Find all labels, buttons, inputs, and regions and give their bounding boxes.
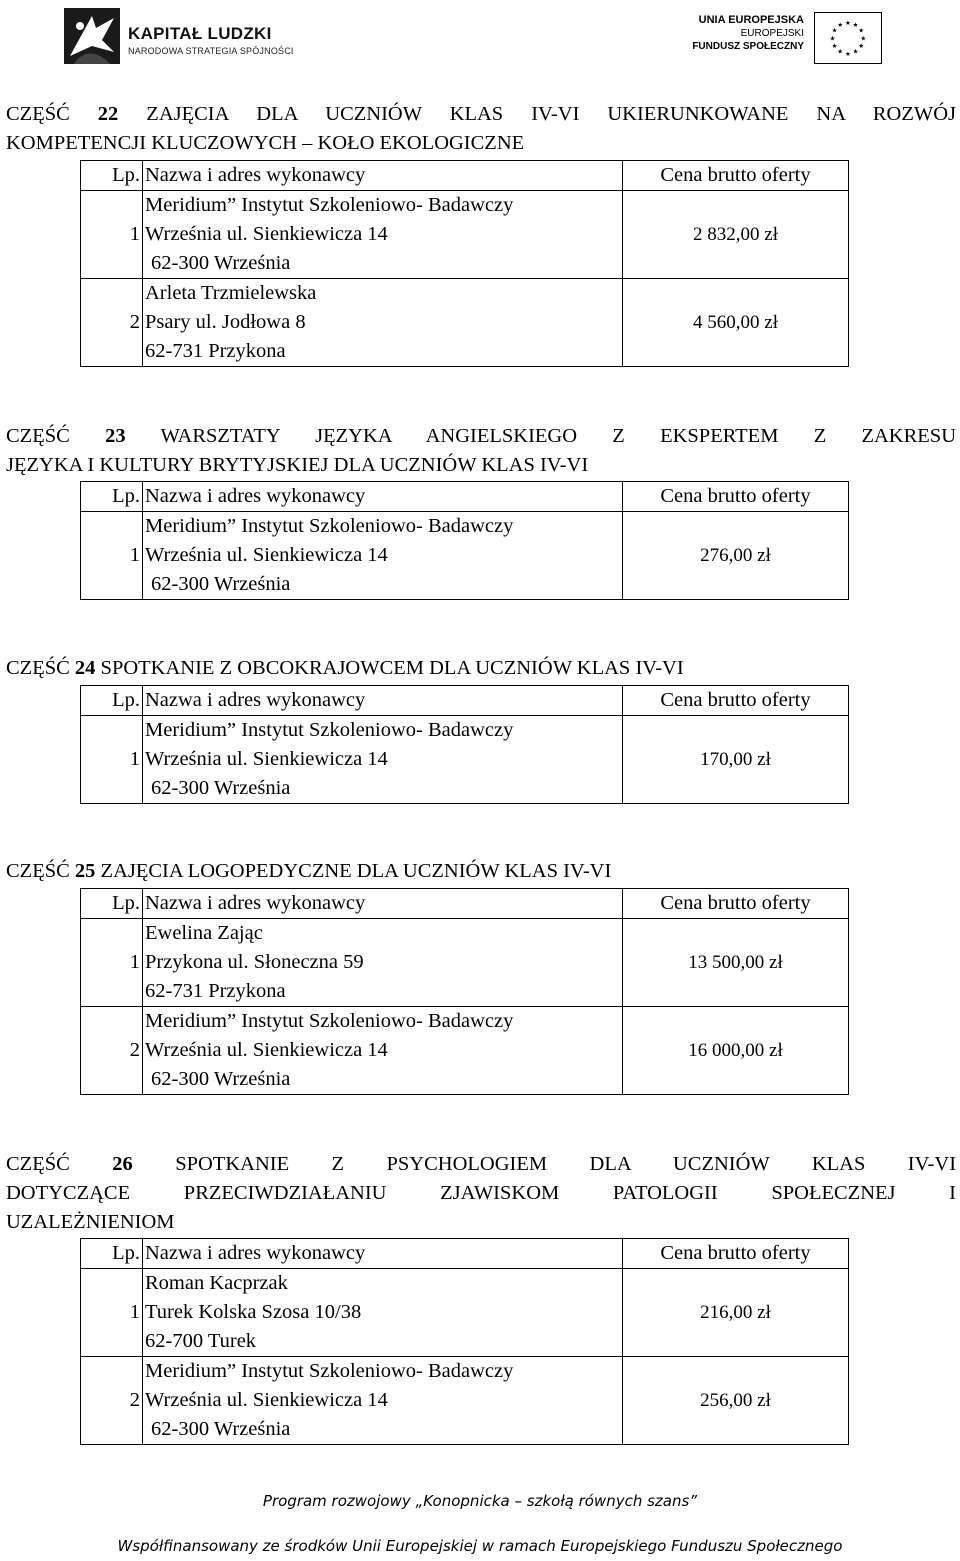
section-label: CZĘŚĆ xyxy=(6,425,70,447)
section-title: ZAJĘCIA LOGOPEDYCZNE DLA UCZNIÓW KLAS IV-VI xyxy=(100,860,612,882)
table-header-row xyxy=(81,161,849,191)
section-label: CZĘŚĆ xyxy=(6,657,70,679)
header-price: Cena brutto oferty xyxy=(623,1239,849,1269)
footer-cofinanced: Współfinansowany ze środków Unii Europejskiej w ramach Europejskiego Funduszu Społecznego xyxy=(117,1537,843,1555)
section-23 xyxy=(6,422,956,480)
header-name: Nazwa i adres wykonawcy xyxy=(143,1239,623,1269)
eu-flag-icon xyxy=(814,12,882,64)
table-row xyxy=(81,1357,849,1445)
section-number: 24 xyxy=(74,657,96,679)
table-header-row xyxy=(81,1239,849,1269)
table-row xyxy=(81,279,849,367)
header-name: Nazwa i adres wykonawcy xyxy=(143,482,623,512)
contractor-city: 62-300 Września xyxy=(151,573,291,595)
contractor-street: Września ul. Sienkiewicza 14 xyxy=(145,1389,388,1411)
contractor-cell xyxy=(143,919,623,1007)
footer-program: Program rozwojowy „Konopnicka – szkołą równych szans” xyxy=(262,1492,698,1510)
kapital-ludzki-title: KAPITAŁ LUDZKI xyxy=(128,24,272,43)
offers-table xyxy=(80,685,849,804)
section-label: CZĘŚĆ xyxy=(6,103,70,125)
header-lp: Lp. xyxy=(81,889,143,919)
eu-star-icon: ★ xyxy=(844,20,852,28)
contractor-city: 62-300 Września xyxy=(151,777,291,799)
header-price: Cena brutto oferty xyxy=(623,686,849,716)
section-heading-line xyxy=(6,451,956,480)
section-title: JĘZYKA I KULTURY BRYTYJSKIEJ DLA UCZNIÓW KLAS IV-VI xyxy=(6,454,589,476)
contractor-cell xyxy=(143,1357,623,1445)
contractor-name: Ewelina Zając xyxy=(145,922,263,944)
offer-price: 2 832,00 zł xyxy=(623,191,849,279)
eu-star-icon: ★ xyxy=(858,43,865,51)
contractor-street: Września ul. Sienkiewicza 14 xyxy=(145,544,388,566)
section-heading-line xyxy=(6,129,956,158)
contractor-cell xyxy=(143,512,623,600)
section-label: CZĘŚĆ xyxy=(6,1153,70,1175)
table-row xyxy=(81,919,849,1007)
row-number: 1 xyxy=(81,1269,143,1357)
header-price: Cena brutto oferty xyxy=(623,889,849,919)
row-number: 1 xyxy=(81,191,143,279)
contractor-city: 62-731 Przykona xyxy=(145,980,286,1002)
section-title: UZALEŻNIENIOM xyxy=(6,1211,175,1233)
eu-star-icon: ★ xyxy=(837,22,844,30)
header-price: Cena brutto oferty xyxy=(623,161,849,191)
contractor-name: Meridium” Instytut Szkoleniowo- Badawczy xyxy=(145,194,514,216)
offer-price: 276,00 zł xyxy=(623,512,849,600)
section-25 xyxy=(6,857,956,886)
kapital-ludzki-emblem-icon xyxy=(62,6,122,66)
contractor-street: Przykona ul. Słoneczna 59 xyxy=(145,951,364,973)
contractor-city: 62-300 Września xyxy=(151,1418,291,1440)
section-label: CZĘŚĆ xyxy=(6,860,70,882)
section-heading-line xyxy=(6,654,956,683)
section-title: SPOTKANIE Z PSYCHOLOGIEM DLA UCZNIÓW KLAS IV-VI xyxy=(175,1153,957,1175)
contractor-city: 62-731 Przykona xyxy=(145,340,286,362)
row-number: 2 xyxy=(81,1007,143,1095)
header-lp: Lp. xyxy=(81,1239,143,1269)
eu-star-icon: ★ xyxy=(852,22,859,30)
kapital-ludzki-subtitle: NARODOWA STRATEGIA SPÓJNOŚCI xyxy=(128,46,294,56)
offers-table xyxy=(80,1238,849,1445)
section-title: SPOTKANIE Z OBCOKRAJOWCEM DLA UCZNIÓW KLAS IV-VI xyxy=(100,657,684,679)
eu-star-icon: ★ xyxy=(852,48,859,56)
section-number: 23 xyxy=(105,425,126,447)
section-heading-line xyxy=(6,422,956,451)
offer-price: 256,00 zł xyxy=(623,1357,849,1445)
contractor-city: 62-300 Września xyxy=(151,1068,291,1090)
offer-price: 16 000,00 zł xyxy=(623,1007,849,1095)
contractor-name: Meridium” Instytut Szkoleniowo- Badawczy xyxy=(145,1010,514,1032)
table-row xyxy=(81,512,849,600)
row-number: 2 xyxy=(81,279,143,367)
table-header-row xyxy=(81,686,849,716)
section-26 xyxy=(6,1150,956,1237)
contractor-cell xyxy=(143,716,623,804)
contractor-cell xyxy=(143,1007,623,1095)
section-heading-line xyxy=(6,1150,956,1179)
offer-price: 4 560,00 zł xyxy=(623,279,849,367)
section-title: KOMPETENCJI KLUCZOWYCH – KOŁO EKOLOGICZNE xyxy=(6,132,525,154)
eu-star-icon: ★ xyxy=(844,50,852,58)
row-number: 1 xyxy=(81,919,143,1007)
table-row xyxy=(81,191,849,279)
contractor-cell xyxy=(143,1269,623,1357)
contractor-street: Września ul. Sienkiewicza 14 xyxy=(145,748,388,770)
contractor-name: Meridium” Instytut Szkoleniowo- Badawczy xyxy=(145,1360,514,1382)
offers-table xyxy=(80,160,849,367)
section-heading-line xyxy=(6,1208,956,1237)
offers-table xyxy=(80,481,849,600)
section-heading-line xyxy=(6,100,956,129)
eu-logo-line3: FUNDUSZ SPOŁECZNY xyxy=(692,41,804,52)
contractor-city: 62-300 Września xyxy=(151,252,291,274)
contractor-name: Meridium” Instytut Szkoleniowo- Badawczy xyxy=(145,515,514,537)
eu-logo-line1: UNIA EUROPEJSKA xyxy=(698,14,804,26)
section-number: 26 xyxy=(112,1153,133,1175)
section-title: WARSZTATY JĘZYKA ANGIELSKIEGO Z EKSPERTEM Z ZAKRESU xyxy=(160,425,956,447)
offers-table xyxy=(80,888,849,1095)
table-header-row xyxy=(81,889,849,919)
contractor-street: Turek Kolska Szosa 10/38 xyxy=(145,1301,362,1323)
section-number: 22 xyxy=(97,103,119,125)
eu-star-icon: ★ xyxy=(860,35,867,43)
contractor-street: Psary ul. Jodłowa 8 xyxy=(145,311,306,333)
header-price: Cena brutto oferty xyxy=(623,482,849,512)
section-22 xyxy=(6,100,956,158)
section-title: DOTYCZĄCE PRZECIWDZIAŁANIU ZJAWISKOM PATOLOGII SPOŁECZNEJ I xyxy=(6,1182,956,1204)
header-lp: Lp. xyxy=(81,686,143,716)
eu-logo xyxy=(690,12,900,68)
contractor-cell xyxy=(143,191,623,279)
offer-price: 216,00 zł xyxy=(623,1269,849,1357)
row-number: 1 xyxy=(81,716,143,804)
kapital-ludzki-logo xyxy=(62,6,302,68)
eu-star-icon: ★ xyxy=(837,48,844,56)
section-number: 25 xyxy=(74,860,96,882)
eu-logo-text xyxy=(692,14,804,53)
contractor-cell xyxy=(143,279,623,367)
contractor-street: Września ul. Sienkiewicza 14 xyxy=(145,1039,388,1061)
offer-price: 13 500,00 zł xyxy=(623,919,849,1007)
contractor-name: Roman Kacprzak xyxy=(145,1272,288,1294)
eu-star-icon: ★ xyxy=(829,35,836,43)
offer-price: 170,00 zł xyxy=(623,716,849,804)
header-lp: Lp. xyxy=(81,482,143,512)
table-row xyxy=(81,1269,849,1357)
contractor-name: Arleta Trzmielewska xyxy=(145,282,317,304)
contractor-street: Września ul. Sienkiewicza 14 xyxy=(145,223,388,245)
row-number: 2 xyxy=(81,1357,143,1445)
eu-star-icon: ★ xyxy=(831,43,838,51)
table-row xyxy=(81,716,849,804)
eu-star-icon: ★ xyxy=(858,27,865,35)
header-name: Nazwa i adres wykonawcy xyxy=(143,161,623,191)
contractor-city: 62-700 Turek xyxy=(145,1330,257,1352)
table-row xyxy=(81,1007,849,1095)
contractor-name: Meridium” Instytut Szkoleniowo- Badawczy xyxy=(145,719,514,741)
table-header-row xyxy=(81,482,849,512)
header-lp: Lp. xyxy=(81,161,143,191)
header-name: Nazwa i adres wykonawcy xyxy=(143,889,623,919)
eu-logo-line2: EUROPEJSKI xyxy=(740,28,804,39)
header-name: Nazwa i adres wykonawcy xyxy=(143,686,623,716)
section-heading-line xyxy=(6,857,956,886)
section-heading-line xyxy=(6,1179,956,1208)
section-24 xyxy=(6,654,956,683)
eu-star-icon: ★ xyxy=(831,27,838,35)
row-number: 1 xyxy=(81,512,143,600)
section-title: ZAJĘCIA DLA UCZNIÓW KLAS IV-VI UKIERUNKOWANE NA ROZWÓJ xyxy=(146,103,957,125)
